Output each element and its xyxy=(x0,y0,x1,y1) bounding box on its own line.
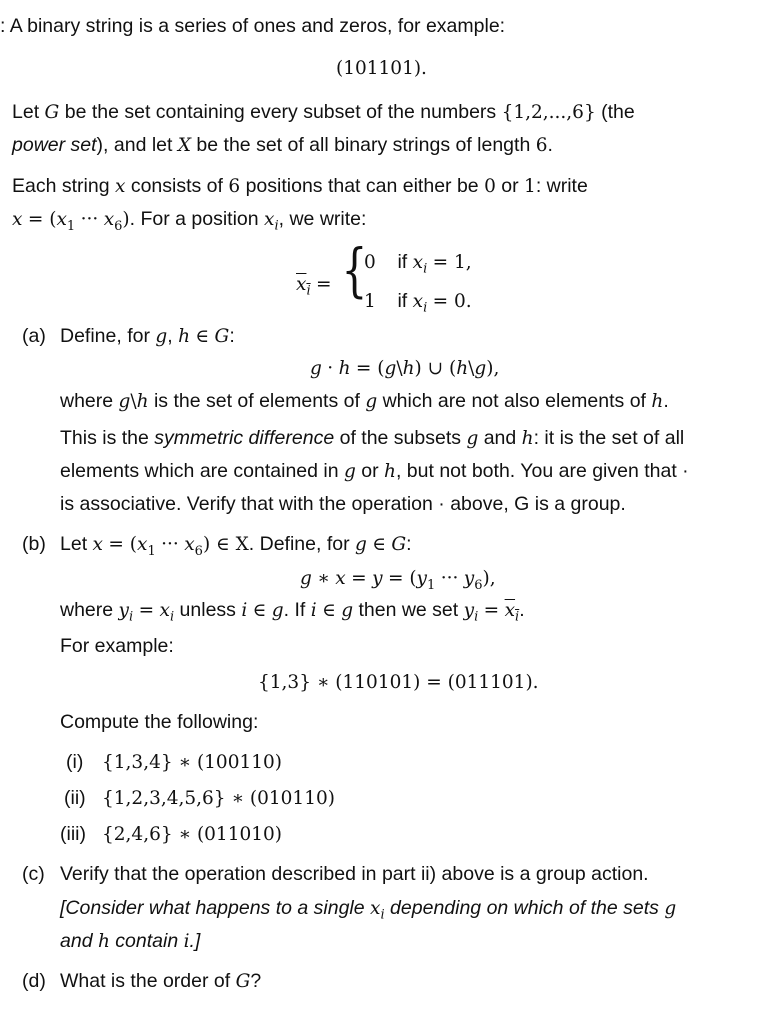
part-b-item-ii-label: (ii) xyxy=(64,787,86,809)
part-a-label: (a) xyxy=(22,325,46,347)
part-d-line-1: What is the order of G? xyxy=(60,970,262,992)
part-b-item-iii-label: (iii) xyxy=(60,823,86,845)
part-b-line-3: For example: xyxy=(60,635,174,657)
part-a-formula: g · h = (g\h) ∪ (h\g), xyxy=(310,358,500,379)
part-c-line-2: [Consider what happens to a single $x_i$ depending on which of the sets g xyxy=(60,897,677,923)
intro-example: (101101). xyxy=(336,58,427,79)
part-d-label: (d) xyxy=(22,970,46,992)
intro-line-1: : A binary string is a series of ones and zeros, for example: xyxy=(0,15,506,37)
part-b-label: (b) xyxy=(22,533,46,555)
part-a-line-1: Define, for g, h ∈ G: xyxy=(60,325,235,347)
part-c-line-3: and h contain i.] xyxy=(60,930,201,952)
part-b-item-iii-expr: {2,4,6} ∗ (011010) xyxy=(102,824,283,845)
intro-line-4: Each string x consists of 6 positions that can either be 0 or 1: write xyxy=(12,175,588,197)
piecewise-case-1: 0 if $x_i = 1$, xyxy=(364,251,472,277)
part-b-item-ii-expr: {1,2,3,4,5,6} ∗ (010110) xyxy=(102,788,335,809)
piecewise-lhs: $x_i$ = xyxy=(296,274,332,299)
part-a-line-5: is associative. Verify that with the operation · above, G is a group. xyxy=(60,493,626,515)
part-b-line-2: where $y_i = x_i$ unless i ∈ g. If i ∈ g then we set $y_i = x_i$. xyxy=(60,599,525,625)
left-brace: { xyxy=(341,236,368,304)
part-b-line-4: Compute the following: xyxy=(60,711,259,733)
piecewise-case-2: 1 if $x_i = 0$. xyxy=(364,290,472,316)
intro-line-3: power set), and let X be the set of all binary strings of length 6. xyxy=(12,134,553,156)
part-c-label: (c) xyxy=(22,863,45,885)
part-a-line-2: where g\h is the set of elements of g which are not also elements of h. xyxy=(60,390,669,412)
part-a-line-4: elements which are contained in g or h, but not both. You are given that · xyxy=(60,460,689,482)
part-a-line-3: This is the symmetric difference of the subsets g and h: it is the set of all xyxy=(60,427,685,449)
part-b-example: {1,3} ∗ (110101) = (011101). xyxy=(258,672,539,693)
intro-line-2: Let G be the set containing every subset of the numbers {1,2,...,6} (the xyxy=(12,101,635,123)
part-b-item-i-expr: {1,3,4} ∗ (100110) xyxy=(102,752,283,773)
intro-line-5: $x = (x_1$ ··· $x_6$). For a position $x_i$, we write: xyxy=(12,208,367,234)
part-c-line-1: Verify that the operation described in part ii) above is a group action. xyxy=(60,863,649,885)
part-b-item-i-label: (i) xyxy=(66,751,84,773)
part-b-formula: g ∗ $x = y = (y_1$ ··· $y_6$), xyxy=(300,568,496,593)
part-b-line-1: Let $x = (x_1$ ··· $x_6$) ∈ X. Define, for g ∈ G: xyxy=(60,533,412,559)
